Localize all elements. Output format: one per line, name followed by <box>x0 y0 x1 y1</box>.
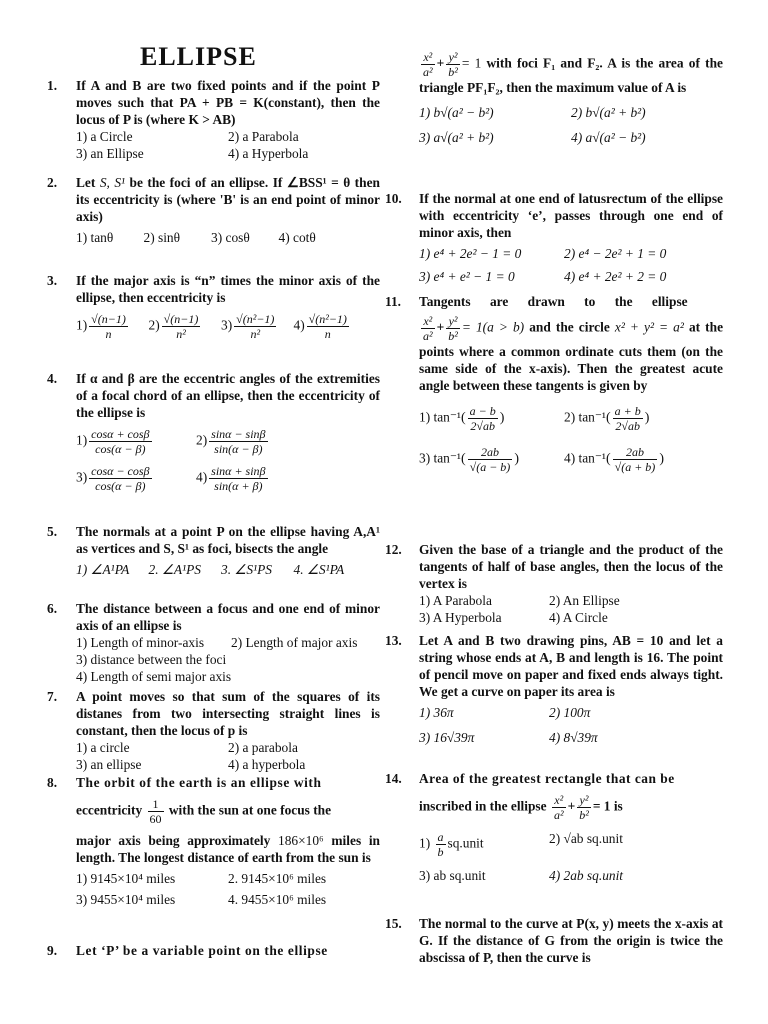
option-4: 4) a√(a² − b²) <box>571 130 646 145</box>
numerator: cosα − cosβ <box>91 464 150 478</box>
options <box>419 404 723 474</box>
numerator: 2ab <box>468 445 513 460</box>
question-number: 14. <box>385 771 402 786</box>
question-number: 1. <box>47 78 58 93</box>
option-2: 2) a Parabola <box>228 129 299 144</box>
stem-part: with foci F₁ and F₂. A is the area of the triangle PF₁F₂, then the maximum value of A is <box>419 55 723 95</box>
options <box>419 245 723 285</box>
denominator: b <box>437 845 444 859</box>
question-14 <box>385 770 723 884</box>
numerator: √(n−1) <box>163 312 199 326</box>
options <box>76 427 380 493</box>
option-3: 3) tan⁻¹( $\frac{2ab}{√(a - b)}$ ) <box>419 445 519 474</box>
options <box>76 870 380 908</box>
question-number: 6. <box>47 601 58 616</box>
option-label: 1) <box>419 835 431 851</box>
question-stem <box>419 770 723 822</box>
numerator: a − b <box>469 404 496 418</box>
option-2 <box>149 312 222 341</box>
option-2: 2) Length of major axis <box>231 635 358 650</box>
option-1: 1) A Parabola <box>419 593 492 608</box>
option-4: 4) cotθ <box>278 230 316 245</box>
option-4: 4) a Hyperbola <box>228 146 309 161</box>
option-label: 4) <box>196 469 208 485</box>
numerator: 1 <box>148 797 164 812</box>
stem-part: = 1 is <box>592 798 623 814</box>
question-stem <box>419 293 723 394</box>
denominator: cos(α − β) <box>95 479 146 493</box>
options <box>419 830 723 884</box>
denominator: √(a + b) <box>614 460 656 474</box>
denominator: sin(α − β) <box>214 442 263 456</box>
option-2: 2) 100π <box>549 705 591 720</box>
option-3: 3) cosθ <box>211 230 250 245</box>
option-label: 4) tan⁻¹ <box>564 450 606 466</box>
option-3 <box>221 312 294 341</box>
page-title: ELLIPSE <box>140 42 257 71</box>
option-4 <box>196 464 316 493</box>
option-1: 1) tan⁻¹( $\frac{a - b}{2√ab}$ ) <box>419 404 505 433</box>
option-2: 2. ∠A¹PS <box>148 562 201 577</box>
stem-part: inscribed in the ellipse <box>419 798 547 814</box>
question-9-continued <box>390 50 723 146</box>
stem-line: $\frac{\text{x²}}{\text{a²}}$ + $\frac{\text{y²}}{\text{b²}}$ = 1(a > b) and the circle x² + y² = a² at the points where a common ordinate cuts them (on the same side of the x-axis). Then the greatest acute angle between these tangents is given by <box>419 314 724 393</box>
question-8 <box>47 774 380 908</box>
question-stem <box>76 174 380 225</box>
option-3: 3) an Ellipse <box>76 146 144 161</box>
stem-part: Let <box>76 175 96 190</box>
option-1 <box>76 312 149 341</box>
option-4: 4) Length of semi major axis <box>76 669 232 684</box>
options <box>76 561 380 578</box>
option-4 <box>294 312 367 341</box>
stem-math: 186×10⁶ <box>278 833 324 848</box>
numerator: √(n−1) <box>91 312 126 326</box>
question-number: 8. <box>47 775 58 790</box>
option-label: 1) <box>76 432 88 448</box>
option-3: 3) distance between the foci <box>76 652 227 667</box>
denominator: a² <box>423 65 433 79</box>
question-12 <box>385 541 723 626</box>
stem-part: major axis being approximately <box>76 833 271 848</box>
option-label: 4) <box>293 317 305 333</box>
option-2 <box>196 427 316 456</box>
question-7 <box>47 688 380 773</box>
options <box>76 229 380 246</box>
question-stem: A point moves so that sum of the squares of its distanes from two intersecting straight lines is constant, then the locus of p is <box>76 689 380 738</box>
option-1: 1) a circle <box>76 740 130 755</box>
option-1: 1) a Circle <box>76 129 133 144</box>
options <box>76 128 380 162</box>
denominator: n² <box>250 327 261 341</box>
question-1 <box>47 77 380 162</box>
question-number: 4. <box>47 371 58 386</box>
question-2 <box>47 174 380 246</box>
options <box>419 704 723 746</box>
question-number: 5. <box>47 524 58 539</box>
option-1: 1) tanθ <box>76 230 114 245</box>
denominator: n <box>324 327 331 341</box>
stem-line: Area of the greatest rectangle that can be <box>419 771 675 786</box>
question-9 <box>47 942 380 959</box>
stem-line: inscribed in the ellipse $\frac{\text{x²}}{\text{a²}}$ + $\frac{\text{y²}}{\text{b²}}$ = 1 is <box>419 793 623 822</box>
question-stem: The normal to the curve at P(x, y) meets the x-axis at G. If the distance of G from the origin is twice the abscissa of P, then the curve is <box>419 916 723 965</box>
numerator: sinα − sinβ <box>211 427 266 441</box>
options <box>76 739 380 773</box>
option-1: 1) b√(a² − b²) <box>419 105 494 120</box>
option-2: 2) b√(a² + b²) <box>571 105 646 120</box>
denominator: cos(α − β) <box>95 442 146 456</box>
numerator: a <box>437 830 444 844</box>
options <box>76 634 380 685</box>
option-1: 1) Length of minor-axis <box>76 635 205 650</box>
option-4: 4) 2ab sq.unit <box>549 868 624 883</box>
denominator: n² <box>176 327 186 341</box>
option-label: 3) <box>221 317 233 333</box>
option-label: 3) tan⁻¹ <box>419 450 461 466</box>
option-4: 4. ∠S¹PA <box>293 562 345 577</box>
question-stem: If α and β are the eccentric angles of the extremities of a focal chord of an ellipse, then the eccentricity of the ellipse is <box>76 371 380 420</box>
denominator: n <box>105 327 112 341</box>
option-label: 2) tan⁻¹ <box>564 409 606 425</box>
equation: = 1(a > b) <box>461 319 525 335</box>
option-4: 4) A Circle <box>549 610 608 625</box>
question-4 <box>47 370 380 493</box>
question-stem <box>76 774 380 866</box>
option-2: 2) tan⁻¹( $\frac{a + b}{2√ab}$ ) <box>564 404 650 433</box>
option-4: 4) e⁴ + 2e² + 2 = 0 <box>564 269 667 284</box>
denominator: √(a − b) <box>469 460 511 474</box>
option-3: 3) A Hyperbola <box>419 610 502 625</box>
option-3 <box>76 464 196 493</box>
options <box>76 312 380 341</box>
denominator: b² <box>448 65 458 79</box>
question-number: 9. <box>47 943 58 958</box>
numerator: sinα + sinβ <box>211 464 266 478</box>
option-3: 3) 9455×10⁴ miles <box>76 892 176 907</box>
question-stem: Let ‘P’ be a variable point on the ellipse <box>76 943 328 958</box>
equation-rhs: = 1 <box>461 55 482 71</box>
option-2: 2) a parabola <box>228 740 298 755</box>
question-stem: Let A and B two drawing pins, AB = 10 and let a string whose ends at A, B and length is 16. The point of pencil move on paper and fixed ends always tight. We get a curve on paper its area is <box>419 633 723 699</box>
question-stem: If A and B are two fixed points and if the point P moves such that PA + PB = K(constant), then the locus of P is (where K > AB) <box>76 78 380 127</box>
option-4: 4) 8√39π <box>549 730 598 745</box>
denominator: 60 <box>149 812 162 826</box>
option-2: 2) sinθ <box>143 230 181 245</box>
question-13 <box>385 632 723 746</box>
option-label: 1) tan⁻¹ <box>419 409 461 425</box>
stem-part: miles in length. The longest distance of earth from the sun is <box>76 833 380 865</box>
numerator: √(n²−1) <box>236 312 275 326</box>
question-number: 3. <box>47 273 58 288</box>
stem-line <box>76 832 380 866</box>
question-6 <box>47 600 380 685</box>
options <box>419 592 723 626</box>
option-3: 3. ∠S¹PS <box>221 562 272 577</box>
question-number: 2. <box>47 175 58 190</box>
option-4: 4) tan⁻¹( $\frac{2ab}{√(a + b)}$ ) <box>564 445 664 474</box>
denominator: 2√ab <box>615 419 640 433</box>
question-stem: $\frac{\text{x²}}{\text{a²}}$ + $\frac{\text{y²}}{\text{b²}}$ = 1 with foci F₁ and F₂. A is the area of the triangle PF₁F₂, then the maximum value of A is <box>419 50 723 95</box>
stem-part: eccentricity <box>76 802 143 818</box>
question-stem: If the normal at one end of latusrectum of the ellipse with eccentricity ‘e’, passes through one end of minor axis, then <box>419 191 723 240</box>
option-3: 3) a√(a² + b²) <box>419 130 494 145</box>
option-1 <box>76 427 196 456</box>
stem-part: with the sun at one focus the <box>168 802 332 818</box>
numerator: 2ab <box>613 445 658 460</box>
option-3: 3) e⁴ + e² − 1 = 0 <box>419 269 515 284</box>
option-3: 3) an ellipse <box>76 757 142 772</box>
question-15 <box>385 915 723 966</box>
option-1: 1) ∠A¹PA <box>76 562 130 577</box>
option-2: 2) e⁴ − 2e² + 1 = 0 <box>564 246 667 261</box>
option-1 <box>419 830 549 859</box>
numerator: y² <box>446 50 460 65</box>
option-2: 2) An Ellipse <box>549 593 620 608</box>
question-stem: The distance between a focus and one end of minor axis of an ellipse is <box>76 601 380 633</box>
unit: sq.unit <box>447 835 484 851</box>
question-number: 10. <box>385 191 402 206</box>
option-1: 1) 9145×10⁴ miles <box>76 871 176 886</box>
stem-line: Tangents are drawn to the ellipse <box>419 294 688 309</box>
question-stem: If the major axis is “n” times the minor axis of the ellipse, then eccentricity is <box>76 273 380 305</box>
numerator: √(n²−1) <box>308 312 347 326</box>
options <box>419 104 723 146</box>
denominator: sin(α + β) <box>214 479 263 493</box>
stem-math: S, S¹ <box>99 175 126 190</box>
stem-line <box>76 797 380 826</box>
option-3: 3) 16√39π <box>419 730 475 745</box>
option-2: 2) √ab sq.unit <box>549 831 623 846</box>
question-stem: The normals at a point P on the ellipse having A,A¹ as vertices and S, S¹ as foci, bisects the angle <box>76 524 380 556</box>
option-label: 2) <box>148 317 160 333</box>
question-number: 13. <box>385 633 402 648</box>
question-number: 15. <box>385 916 402 931</box>
numerator: x² <box>421 50 435 65</box>
stem-part: be the foci of an ellipse. If ∠BSS¹ = θ then its eccentricity is (where 'B' is an end point of minor axis) <box>76 175 380 224</box>
question-3 <box>47 272 380 341</box>
question-11 <box>385 293 724 474</box>
question-10 <box>385 190 723 285</box>
question-number: 12. <box>385 542 402 557</box>
question-5 <box>47 523 380 578</box>
question-number: 11. <box>385 294 401 309</box>
option-label: 3) <box>76 469 88 485</box>
question-number: 7. <box>47 689 58 704</box>
question-stem: Given the base of a triangle and the product of the tangents of half of base angles, then the locus of the vertex is <box>419 542 723 591</box>
stem-part: at the points where a common ordinate cuts them (on the same side of the x-axis). Then the greatest acute angle between these tangents is given by <box>419 319 724 393</box>
numerator: a + b <box>614 404 641 418</box>
circle-equation: x² + y² = a² <box>614 319 684 335</box>
option-2: 2. 9145×10⁶ miles <box>228 871 327 886</box>
option-4: 4. 9455×10⁶ miles <box>228 892 327 907</box>
option-1: 1) e⁴ + 2e² − 1 = 0 <box>419 246 522 261</box>
numerator: cosα + cosβ <box>91 427 150 441</box>
option-4: 4) a hyperbola <box>228 757 306 772</box>
stem-line: The orbit of the earth is an ellipse with <box>76 775 322 790</box>
option-1: 1) 36π <box>419 705 454 720</box>
stem-part: and the circle <box>529 319 610 335</box>
option-label: 1) <box>76 317 88 333</box>
option-3: 3) ab sq.unit <box>419 868 486 883</box>
option-label: 2) <box>196 432 208 448</box>
denominator: 2√ab <box>470 419 495 433</box>
